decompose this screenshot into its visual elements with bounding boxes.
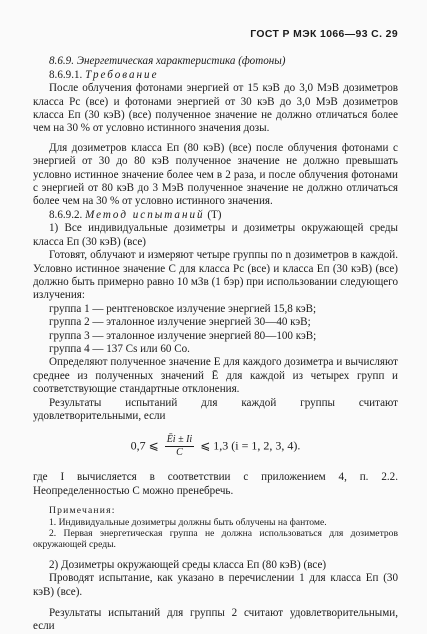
formula xyxy=(33,434,398,459)
paragraph-results: Результаты испытаний для группы 2 считают удовлетворительными, если xyxy=(33,607,398,633)
formula-left: 0,7 ⩽ xyxy=(130,438,159,453)
section-heading-8-6-9: 8.6.9. Энергетическая характеристика (фотоны) xyxy=(49,55,286,68)
section-heading-8-6-9-2 xyxy=(33,209,398,222)
group-item: группа 4 — 137 Cs или 60 Co. xyxy=(49,342,190,355)
section-heading-8-6-9-1 xyxy=(33,69,398,82)
section-title: Требование xyxy=(85,68,159,81)
paragraph-item-2: 2) Дозиметры окружающей среды класса Eп (80 кэВ) (все) xyxy=(49,558,327,571)
paragraph-requirement-1: После облучения фотонами энергией от 15 кэВ до 3,0 МэВ дозиметров класса Pс (все) и фотонами энергией от 30 кэВ до 3,0 МэВ дозиметров класса Eп (30 кэВ) (все) полученное значение не должно отличаться более чем на 30 % от условно истинного значения дозы. xyxy=(33,82,398,135)
group-item: группа 2 — эталонное излучение энергией 30—40 кэВ; xyxy=(49,316,311,329)
formula-fraction xyxy=(165,434,194,459)
note-item: 1. Индивидуальные дозиметры должны быть облучены на фантоме. xyxy=(49,516,327,528)
page-header: ГОСТ Р МЭК 1066—93 С. 29 xyxy=(250,29,398,40)
paragraph-determination: Определяют полученное значение E для каждого дозиметра и вычисляют среднее из полученных значений Ē для каждой из четырех групп и соответствующие стандартные отклонения. xyxy=(33,356,398,396)
section-number: 8.6.9.1. xyxy=(49,68,83,81)
paragraph-requirement-2: Для дозиметров класса Eп (80 кэВ) (все) после облучения фотонами с энергией от 30 до 80 кэВ полученное значение не должно превышать условно истинное значение более чем в 2 раза, и после облучения фотонами с энергией от 80 кэВ до 3 МэВ полученное значение не должно отличаться более чем на 30 % от условно истинного значения. xyxy=(33,141,398,208)
formula-right: ⩽ 1,3 (i = 1, 2, 3, 4). xyxy=(200,438,301,453)
formula-denominator: C xyxy=(176,447,183,459)
paragraph-item-1: 1) Все индивидуальные дозиметры и дозиметры окружающей среды класса Eп (30 кэВ) (все) xyxy=(33,222,398,248)
section-title: Метод испытаний xyxy=(85,208,205,221)
paragraph-test-procedure: Проводят испытание, как указано в перечислении 1 для класса Eп (30 кэВ) (все). xyxy=(33,572,398,598)
group-list xyxy=(33,303,398,357)
section-number: 8.6.9.2. xyxy=(49,208,83,221)
section-suffix: (Т) xyxy=(207,208,222,221)
paragraph-where: где I вычисляется в соответствии с приложением 4, п. 2.2. Неопределенностью C можно пренебречь. xyxy=(33,471,398,497)
paragraph-criterion: Результаты испытаний для каждой группы считают удовлетворительными, если xyxy=(33,396,398,422)
group-item: группа 3 — эталонное излучение энергией 80—100 кэВ; xyxy=(49,329,317,342)
note-item: 2. Первая энергетическая группа не должна использоваться для дозиметров окружающей среды. xyxy=(33,528,398,551)
notes-title: Примечания: xyxy=(49,505,116,517)
paragraph-procedure: Готовят, облучают и измеряют четыре группы по n дозиметров в каждой. Условно истинное значение C для класса Pс (все) и класса Eп (30 кэВ) (все) должно быть примерно равно 10 мЗв (1 бэр) при использовании следующего излучения: xyxy=(33,249,398,302)
formula-numerator: Ēi ± Ii xyxy=(166,434,193,446)
group-item: группа 1 — рентгеновское излучение энергией 15,8 кэВ; xyxy=(49,302,317,315)
